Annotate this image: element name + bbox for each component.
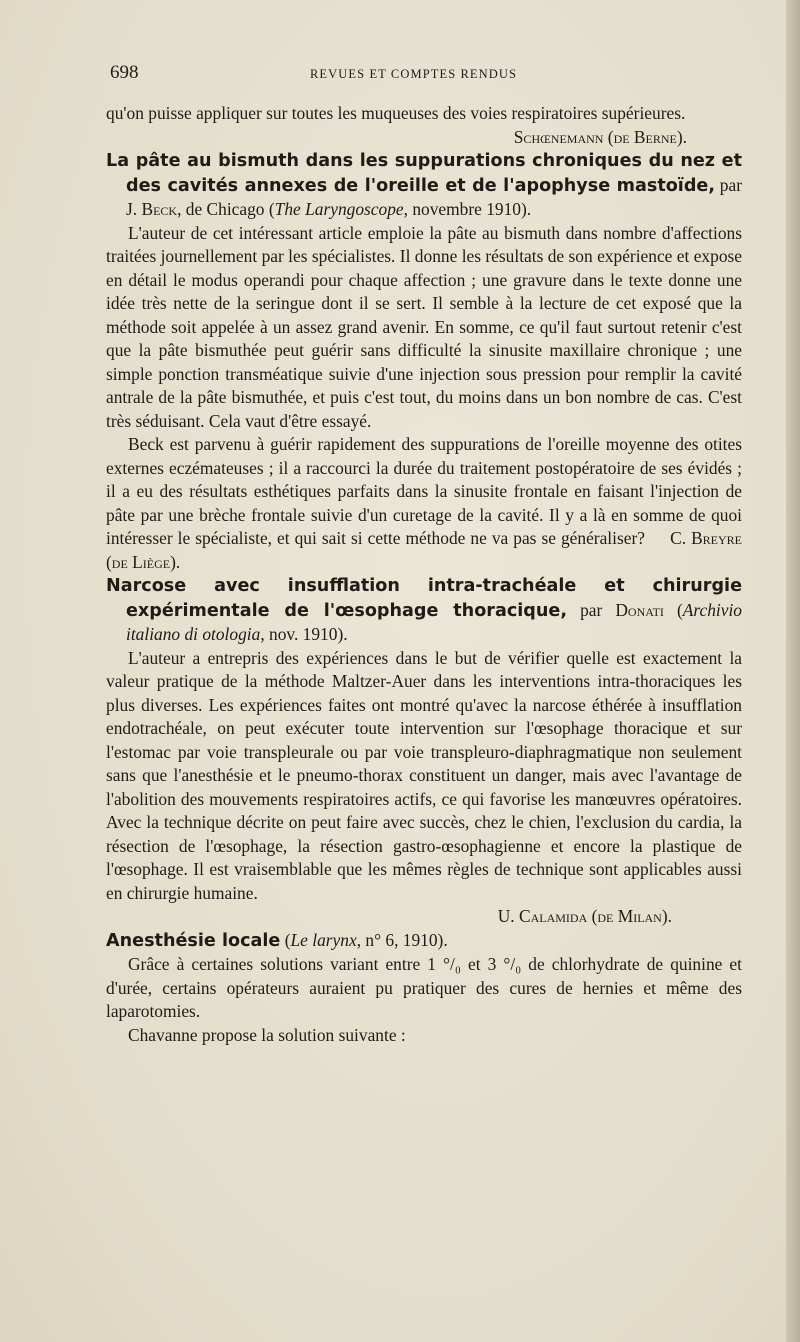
article-heading-anesthesie: Anesthésie locale (Le larynx, n° 6, 1910). xyxy=(106,929,448,951)
journal-name: Archivio italiano di otologia xyxy=(126,599,742,644)
article-paragraph: Chavanne propose la solution suivante : xyxy=(128,1024,406,1045)
article-signature: C. Breyre (de Liège). xyxy=(106,528,742,572)
article-title: Anesthésie locale xyxy=(106,930,281,951)
page-number: 698 xyxy=(110,62,139,83)
journal-name: The Laryngoscope xyxy=(274,199,404,219)
article-signature: U. Calamida (de Milan). xyxy=(497,906,672,926)
page-header xyxy=(110,62,740,88)
opening-signature: Schœnemann (de Berne). xyxy=(513,126,687,147)
article-paragraph: L'auteur de cet intéressant article emploie la pâte au bismuth dans nombre d'affections traitées journellement par les spécialistes. Il donne les résultats de son expérience et expose en détail le modus operandi pour chaque affection ; une gravure dans le texte donne une idée très nette de la seringue dont il se sert. Il semble à la lecture de cet exposé que la méthode soit appelée à un assez grand avenir. En somme, ce qu'il faut surtout retenir c'est que la pâte bismuthée peut guérir sans difficulté la sinusite maxillaire chronique ; une simple ponction transméatique suivie d'une injection sous pression pour remplir la cavité antrale de la pâte bismuthée, et puis c'est tout, du moins dans un bon nombre de cas. C'est très séduisant. Cela vaut d'être essayé. xyxy=(106,222,742,431)
article-author: Beck xyxy=(141,199,178,219)
article-paragraph: Grâce à certaines solutions variant entre 1 °/₀ et 3 °/₀ de chlorhydrate de quinine et d'urée, certains opérateurs auraient pu pratiquer des cures de hernies et même des laparotomies. xyxy=(106,954,742,1021)
article-paragraph: L'auteur a entrepris des expériences dans le but de vérifier quelle est exactement la valeur pratique de la méthode Maltzer-Auer dans les interventions intra-thoraciques les plus diverses. Les expériences faites ont montré qu'avec la narcose éthérée à insufflation endotrachéale, on peut exécuter toute intervention sur l'œsophage thoracique et sur l'estomac par voie transpleurale ou par voie transpleuro-diaphragmatique non seulement sans que l'anesthésie et le pneumo-thorax constituent un danger, mais avec l'avantage de l'abolition des mouvements respiratoires actifs, ce qui favorise les manœuvres opératoires. Avec la technique décrite on peut faire avec succès, chez le chien, l'exclusion du cardia, la résection de l'œsophage, la résection gastro-œsophagienne et encore la plastique de l'œsophage. Il est vraisemblable que les mêmes règles de technique sont applicables aussi en chirurgie humaine. xyxy=(106,647,742,903)
opening-paragraph: qu'on puisse appliquer sur toutes les muqueuses des voies respiratoires supérieures. xyxy=(106,103,686,123)
article-heading-bismuth: La pâte au bismuth dans les suppurations chroniques du nez et des cavités annexes de l'oreille et de l'apophyse mastoïde, par J. Beck, de Chicago (The Laryngoscope, novembre 1910). xyxy=(106,151,742,219)
article-author: Donati xyxy=(615,599,664,620)
page-body xyxy=(106,102,742,1047)
article-title: Narcose avec insufflation intra-trachéale et chirurgie expérimentale de l'œsophage thoracique, xyxy=(106,576,742,621)
article-title: La pâte au bismuth dans les suppurations chroniques du nez et des cavités annexes de l'oreille et de l'apophyse mastoïde, xyxy=(106,151,742,196)
page-edge-shadow xyxy=(786,0,800,1342)
article-heading-narcose: Narcose avec insufflation intra-trachéale et chirurgie expérimentale de l'œsophage thoracique, par Donati (Archivio italiano di otologia, nov. 1910). xyxy=(106,576,742,644)
article-paragraph: Beck est parvenu à guérir rapidement des suppurations de l'oreille moyenne des otites externes eczémateuses ; il a raccourci la durée du traitement postopératoire de ses évidés ; il a eu des résultats esthétiques parfaits dans la sinusite frontale en faisant l'injection de pâte par une brèche frontale suivie d'un curetage de la cavité. Il y a là en somme de quoi intéresser le spécialiste, et qui sait si cette méthode ne va pas se généraliser? C. Breyre (de Liège). xyxy=(106,434,742,572)
journal-name: Le larynx xyxy=(290,929,357,950)
running-head: REVUES ET COMPTES RENDUS xyxy=(310,67,518,81)
